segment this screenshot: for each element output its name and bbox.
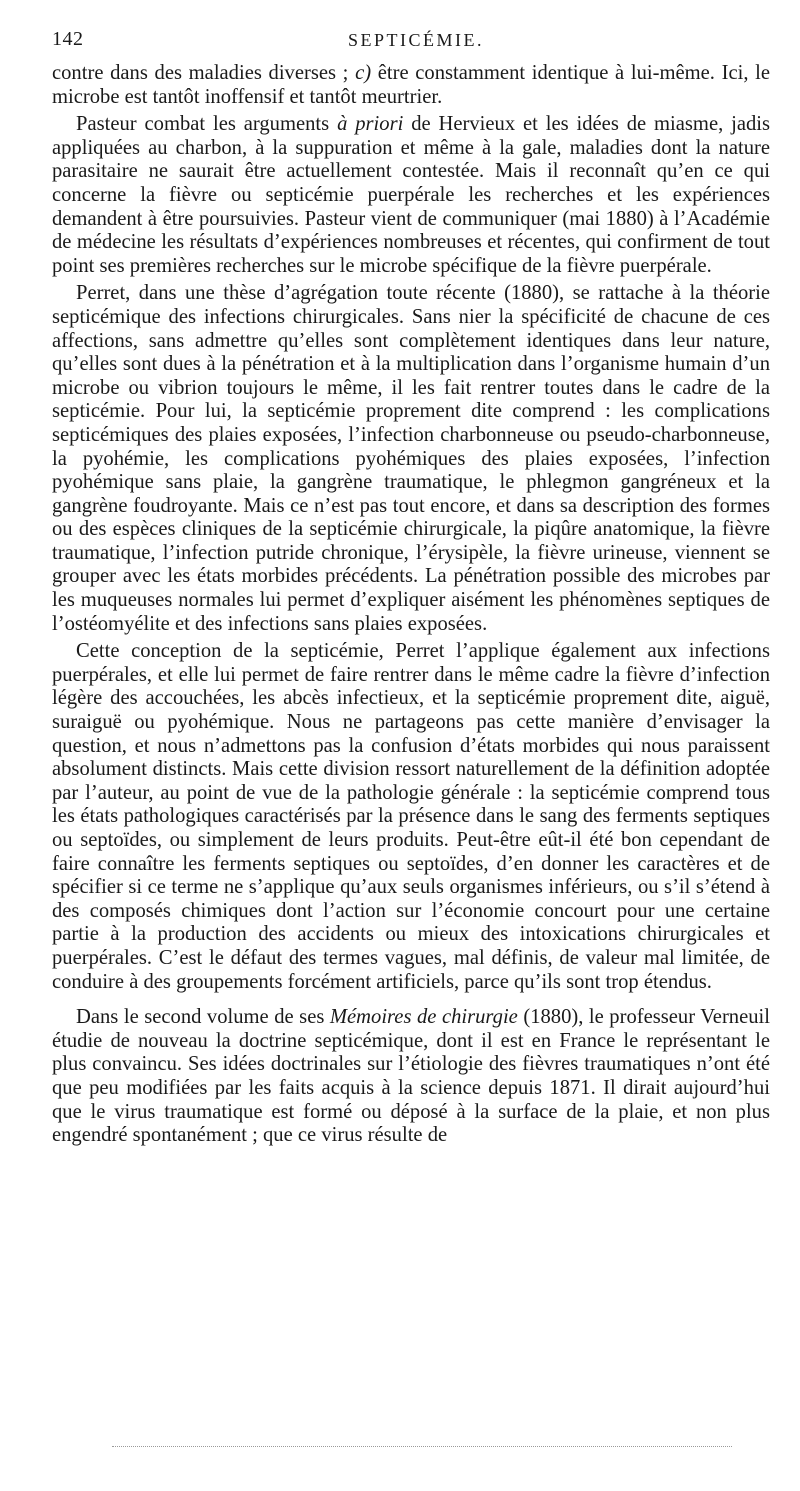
running-head: SEPTICÉMIE. [348,30,485,50]
paragraph-text: Pasteur combat les arguments [76,113,338,136]
paragraph-pasteur [52,113,770,278]
body-text [52,62,770,1148]
paragraph-continuation [52,62,770,109]
paragraph-text: être constamment identique à lui-même. Ici, le microbe est tantôt inoffensif et tantôt meurtrier. [52,62,770,108]
paragraph-text: contre dans des maladies diverses ; [52,62,356,84]
italic-term: à priori [337,113,404,136]
paragraph-verneuil [52,1006,770,1148]
paragraph-text: de Hervieux et les idées de miasme, jadis appliquées au charbon, à la suppuration et même à la gale, maladies dont la nature parasitaire ne saurait être actuellement contestée. Mais il reconnaît qu’en ce qui concerne la fièvre ou septicémie puerpérale les recherches et les expériences demandent à être poursuivies. Pasteur vient de communiquer (mai 1880) à l’Académie de médecine les résultats d’expériences nombreuses et récentes, qui confirment de tout point ses premières recherches sur le microbe spécifique de la fièvre puerpérale. [52,113,771,277]
paragraph-text: Dans le second volume de ses [76,1006,330,1029]
paragraph-perret: Perret, dans une thèse d’agrégation toute récente (1880), se rattache à la théorie septicémique des infections chirurgicales. Sans nier la spécificité de chacune de ces affections, sans admettre qu’elles sont complètement identiques dans leur nature, qu’elles sont dues à la pénétration et à la multiplication dans l’organisme humain d’un microbe ou vibrion toujours le même, il les fait rentrer toutes dans le cadre de la septicémie. Pour lui, la septicémie proprement dite comprend : les complications septicémiques des plaies exposées, l’infection charbonneuse ou pseudo-charbonneuse, la pyohémie, les complications pyohémiques des plaies exposées, l’infection pyohémique sans plaie, la gangrène traumatique, le phlegmon gangréneux et la gangrène foudroyante. Mais ce n’est pas tout encore, et dans sa description des formes ou des espèces cliniques de la septicémie chirurgicale, la piqûre anatomique, la fièvre traumatique, l’infection putride chronique, l’érysipèle, la fièvre urineuse, viennent se grouper avec les états morbides précédents. La pénétration possible des microbes par les muqueuses normales lui permet d’expliquer aisément les phénomènes septiques de l’ostéomyélite et des infections sans plaies exposées. [52,282,770,635]
list-marker: c) [355,62,372,84]
page-header [52,28,770,62]
page-number: 142 [52,28,84,50]
book-page [52,28,770,1148]
footer-rule [112,1446,732,1447]
paragraph-conception: Cette conception de la septicémie, Perret l’applique également aux infections puerpérales, et elle lui permet de faire rentrer dans le même cadre la fièvre d’infection légère des accouchées, les abcès infectieux, et la septicémie proprement dite, aiguë, suraiguë ou pyohémique. Nous ne partageons pas cette manière d’envisager la question, et nous n’admettons pas la confusion d’états morbides qui nous paraissent absolument distincts. Mais cette division ressort naturellement de la définition adoptée par l’auteur, au point de vue de la pathologie générale : la septicémie comprend tous les états pathologiques caractérisés par la présence dans le sang des ferments septiques ou septoïdes, ou simplement de leurs produits. Peut-être eût-il été bon cependant de faire connaître les ferments septiques ou septoïdes, d’en donner les caractères et de spécifier si ce terme ne s’applique qu’aux seuls organismes inférieurs, ou s’il s’étend à des composés chimiques dont l’action sur l’économie concourt pour une certaine partie à la production des accidents ou mieux des intoxications chirurgicales et puerpérales. C’est le défaut des termes vagues, mal définis, de valeur mal limitée, de conduire à des groupements forcément artificiels, parce qu’ils sont trop étendus. [52,640,770,993]
paragraph-text: (1880), le professeur Verneuil étudie de nouveau la doctrine septicémique, dont il est en France le représentant le plus convaincu. Ses idées doctrinales sur l’étiologie des fièvres traumatiques n’ont été que peu modifiées par les faits acquis à la science depuis 1871. Il dirait aujourd’hui que le virus traumatique est formé ou déposé à la surface de la plaie, et non plus engendré spontanément ; que ce virus résulte de [52,1006,770,1147]
book-title: Mémoires de chirurgie [329,1006,518,1029]
